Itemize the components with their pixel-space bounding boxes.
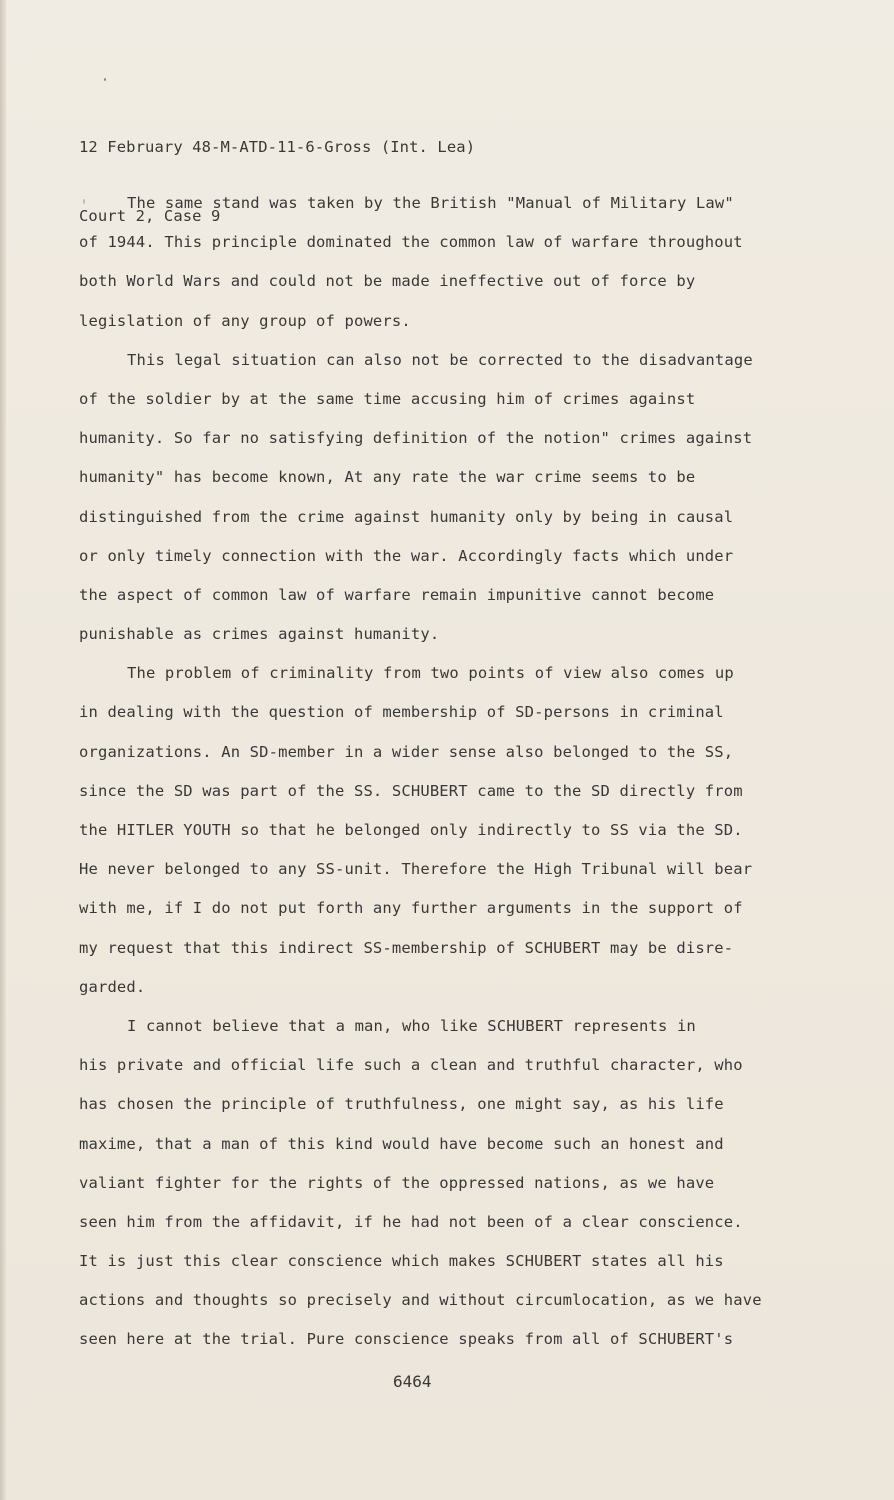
text-line: punishable as crimes against humanity. — [79, 625, 440, 644]
text-line: humanity. So far no satisfying definition of the notion" crimes against — [79, 429, 753, 448]
text-line: maxime, that a man of this kind would have become such an honest and — [79, 1134, 724, 1153]
page-number: 6464 — [393, 1372, 432, 1391]
text-line: my request that this indirect SS-membership of SCHUBERT may be disre- — [79, 938, 734, 957]
text-line: since the SD was part of the SS. SCHUBERT came to the SD directly from — [79, 781, 743, 800]
text-line: humanity" has become known, At any rate the war crime seems to be — [79, 468, 696, 487]
header-line-court: Court 2, Case 9 — [79, 207, 221, 225]
text-line: of 1944. This principle dominated the common law of warfare throughout — [79, 233, 743, 252]
text-line: legislation of any group of powers. — [79, 311, 411, 330]
text-line: distinguished from the crime against humanity only by being in causal — [79, 507, 734, 526]
text-line: both World Wars and could not be made ineffective out of force by — [79, 272, 696, 291]
text-line: seen him from the affidavit, if he had not been of a clear conscience. — [79, 1212, 743, 1231]
text-line: valiant fighter for the rights of the oppressed nations, as we have — [79, 1173, 715, 1192]
text-line: or only timely connection with the war. Accordingly facts which under — [79, 546, 734, 565]
text-line: in dealing with the question of membership of SD-persons in criminal — [79, 703, 724, 722]
page-edge — [0, 0, 6, 1500]
text-line: The same stand was taken by the British "Manual of Military Law" — [127, 194, 734, 212]
text-line: the HITLER YOUTH so that he belonged only indirectly to SS via the SD. — [79, 821, 743, 839]
paper-speck — [83, 199, 85, 204]
text-line: of the soldier by at the same time accusing him of crimes against — [79, 389, 696, 408]
text-line: garded. — [79, 977, 146, 996]
text-line: It is just this clear conscience which makes SCHUBERT states all his — [79, 1252, 724, 1271]
text-line: has chosen the principle of truthfulness, one might say, as his life — [79, 1095, 724, 1114]
text-line: the aspect of common law of warfare remain impunitive cannot become — [79, 585, 715, 604]
paper-speck — [104, 78, 106, 81]
text-line: This legal situation can also not be corrected to the disadvantage — [127, 350, 753, 369]
header-line-date-ref: 12 February 48-M-ATD-11-6-Gross (Int. Lea) — [79, 138, 476, 156]
text-line: The problem of criminality from two points of view also comes up — [127, 664, 734, 683]
text-line: I cannot believe that a man, who like SCHUBERT represents in — [127, 1016, 696, 1035]
text-line: He never belonged to any SS-unit. Therefore the High Tribunal will bear — [79, 860, 753, 879]
text-line: his private and official life such a clean and truthful character, who — [79, 1056, 743, 1075]
text-line: actions and thoughts so precisely and without circumlocation, as we have — [79, 1291, 762, 1310]
text-line: organizations. An SD-member in a wider sense also belonged to the SS, — [79, 742, 734, 761]
body-text — [79, 188, 779, 1364]
text-line: with me, if I do not put forth any further arguments in the support of — [79, 899, 743, 918]
text-line: seen here at the trial. Pure conscience speaks from all of SCHUBERT's — [79, 1330, 734, 1349]
